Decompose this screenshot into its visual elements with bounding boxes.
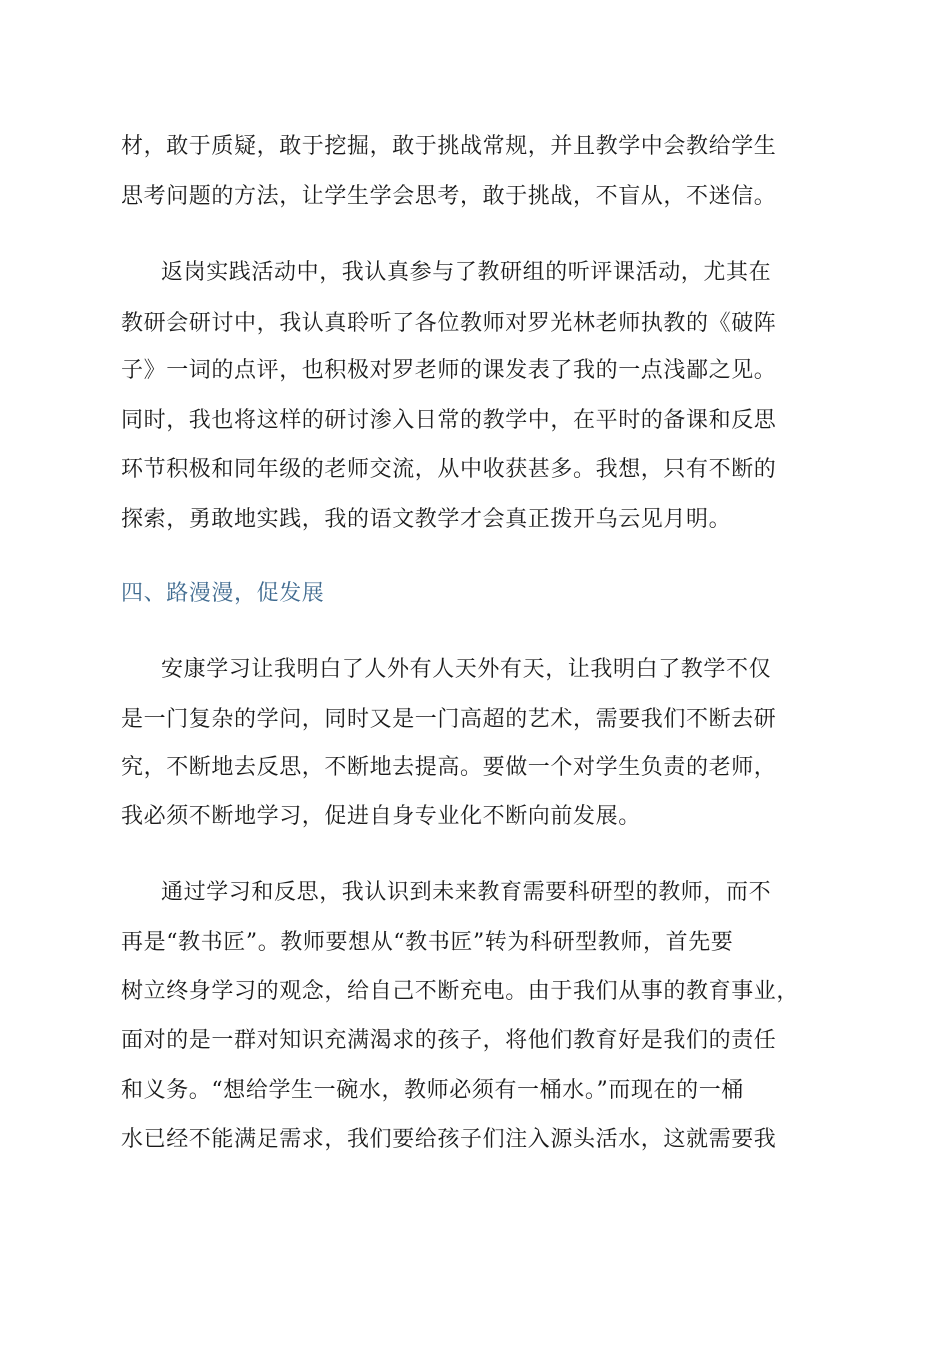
- paragraph-2-line-5: 环节积极和同年级的老师交流，从中收获甚多。我想，只有不断的: [121, 457, 777, 482]
- paragraph-4-line-5: 和义务。“想给学生一碗水，教师必须有一桶水。”而现在的一桶: [121, 1078, 744, 1103]
- section-heading: 四、路漫漫，促发展: [121, 581, 325, 606]
- paragraph-2-line-3: 子》一词的点评，也积极对罗老师的课发表了我的一点浅鄙之见。: [121, 358, 777, 383]
- paragraph-3-line-2: 是一门复杂的学问，同时又是一门高超的艺术，需要我们不断去研: [121, 707, 777, 732]
- paragraph-1-line-1: 材，敢于质疑，敢于挖掘，敢于挑战常规，并且教学中会教给学生: [121, 134, 777, 159]
- paragraph-2-line-1: 返岗实践活动中，我认真参与了教研组的听评课活动，尤其在: [161, 260, 772, 285]
- paragraph-3-line-1: 安康学习让我明白了人外有人天外有天，让我明白了教学不仅: [161, 657, 772, 682]
- paragraph-3-line-4: 我必须不断地学习，促进自身专业化不断向前发展。: [121, 804, 641, 829]
- paragraph-4-line-4: 面对的是一群对知识充满渴求的孩子，将他们教育好是我们的责任: [121, 1028, 777, 1053]
- paragraph-3-line-3: 究，不断地去反思，不断地去提高。要做一个对学生负责的老师，: [121, 755, 777, 780]
- paragraph-4-line-2: 再是“教书匠”。教师要想从“教书匠”转为科研型教师，首先要: [121, 930, 734, 955]
- paragraph-4-line-3: 树立终身学习的观念，给自己不断充电。由于我们从事的教育事业，: [121, 979, 800, 1004]
- paragraph-2-line-4: 同时，我也将这样的研讨渗入日常的教学中，在平时的备课和反思: [121, 408, 777, 433]
- paragraph-2-line-6: 探索，勇敢地实践，我的语文教学才会真正拨开乌云见月明。: [121, 507, 732, 532]
- paragraph-1-line-2: 思考问题的方法，让学生学会思考，敢于挑战，不盲从，不迷信。: [121, 184, 777, 209]
- paragraph-4-line-6: 水已经不能满足需求，我们要给孩子们注入源头活水，这就需要我: [121, 1127, 777, 1152]
- paragraph-2-line-2: 教研会研讨中，我认真聆听了各位教师对罗光林老师执教的《破阵: [121, 311, 777, 336]
- paragraph-4-line-1: 通过学习和反思，我认识到未来教育需要科研型的教师，而不: [161, 880, 772, 905]
